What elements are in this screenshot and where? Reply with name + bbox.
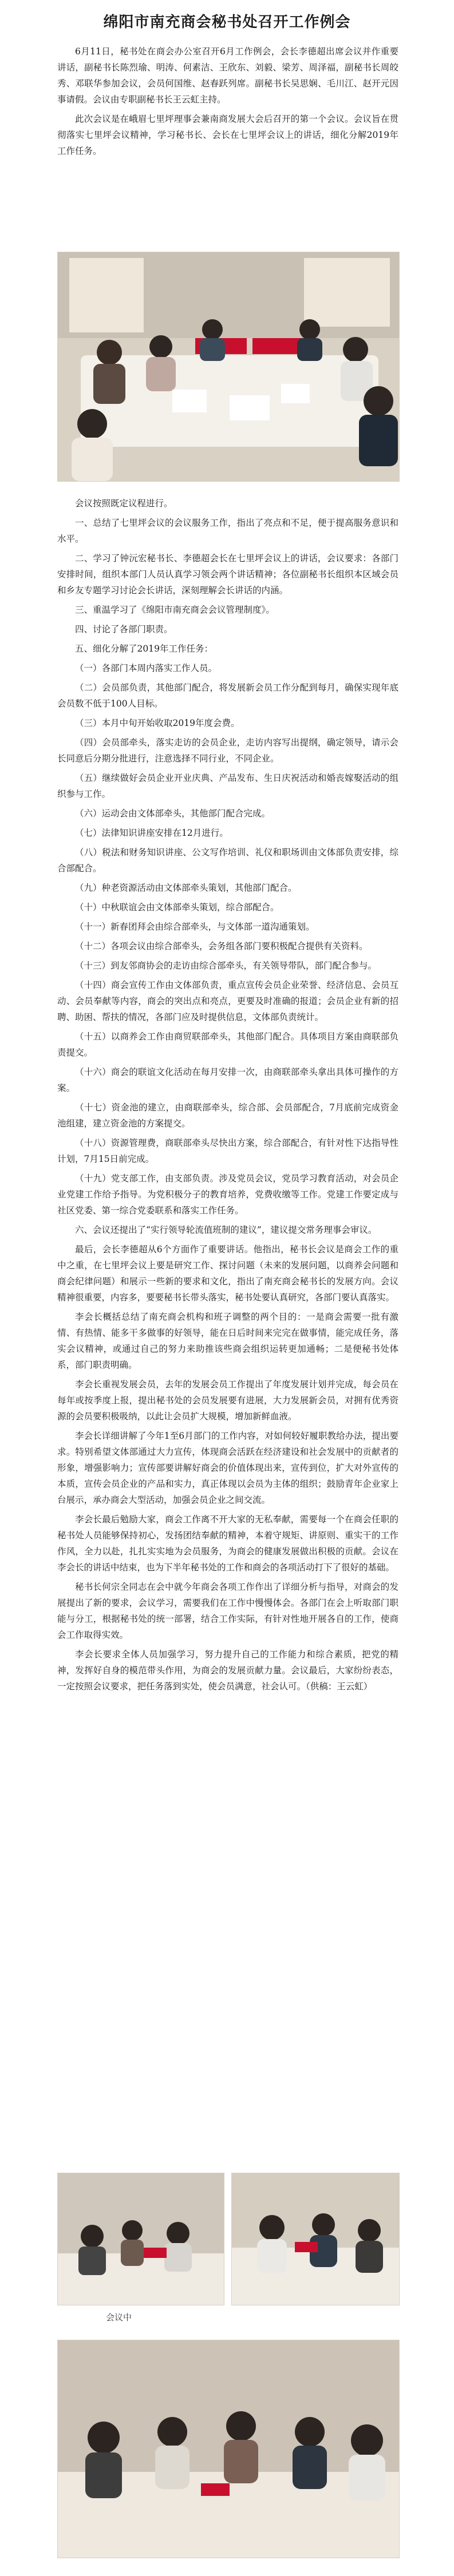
meeting-photo-main: [57, 252, 400, 482]
task-item: （十九）党支部工作，由支部负责。涉及党员会议，党员学习教育活动，对会员企业党建工作给予指导。为党积极分子的教育培养，党费收缴等工作。党建工作要定成与社区党委、第一综合党委联系和落实工作任务。: [57, 1173, 398, 1216]
closing-paragraph: 李会长概括总结了南充商会机构和班子调整的两个目的：一是商会需要一批有激情、有热情、能多干多做事的好领导，能在日后时间来完完在做事情，能完成任务，落实会议精神，或通过自己的努力来助推该些商会组织运转更加通畅；二是便秘书处体系，部门职责明确。: [57, 1312, 398, 1370]
closing-paragraph: 李会长要求全体人员加强学习，努力提升自己的工作能力和综合素质，把党的精神，发挥好自身的模范带头作用，为商会的发展贡献力量。会议最后，大家纷纷表态，一定按照会议要求，把任务落到实处，使会员满意，社会认可。（供稿：王云虹）: [57, 1649, 398, 1692]
article-title: 绵阳市南充商会秘书处召开工作例会: [103, 14, 351, 31]
closing-paragraph: 李会长最后勉励大家，商会工作离不开大家的无私奉献，需要每一个在商会任职的秘书处人员能够保持初心，发扬团结奉献的精神，本着守规矩、讲原则、重实干的工作作风，全力以赴，扎扎实实地为会员服务，为商会的健康发展做出积极的贡献。会议在李会长的讲话中结束，也为下半年秘书处的工作和商会的各项活动打下了很好的基础。: [57, 1514, 398, 1573]
task-item: （九）种老资源活动由文体部牵头策划，其他部门配合。: [75, 883, 297, 893]
closing-paragraph: 李会长重视发展会员，去年的发展会员工作提出了年度发展计划并完成，每会员在每年或按季度上报，提出秘书处的会员发展要有进展，大力发展新会员，对拥有优秀资源的会员要积极吸纳，以此让会员扩大规模，增加新鲜血液。: [57, 1379, 398, 1422]
photo-caption: 会议中: [106, 2312, 132, 2323]
task-item: （八）税法和财务知识讲座、公文写作培训、礼仪和职场训由文体部负责安排，综合部配合。: [57, 847, 398, 874]
meeting-photo-left: [57, 2173, 224, 2305]
intro-paragraph: 6月11日，秘书处在商会办公室召开6月工作例会，会长李德超出席会议并作重要讲话，副秘书长陈烈瑜、明涛、何素洁、王欣东、刘毅、梁芳、周泽福，副秘书长周皎秀、邓联华参加会议，会员何国维、赵春跃列席。副秘书长吴思娴、毛川江、赵开元因事请假。会议由专职副秘书长王云虹主持。: [57, 46, 398, 105]
task-item: （四）会员部牵头，落实走访的会员企业，走访内容写出提纲，确定领导，请示会长同意后分期分批进行，注意选择不同行业，不同企业。: [57, 737, 398, 764]
agenda-item: 一、总结了七里坪会议的会议服务工作，指出了亮点和不足，便于提高服务意识和水平。: [57, 518, 398, 544]
closing-paragraph: 最后，会长李德超从6个方面作了重要讲话。他指出，秘书长会议是商会工作的重中之重，在七里坪会议上要是研究工作、探讨问题（未来的发展问题，以商养会问题和商会纪律问题）和展示一些新的要求和文化，指出了南充商会秘书长的发展方向。会议精神很重要，内容多，要要秘书长带头落实，秘书处要认真研究，各部门要认真落实。: [57, 1244, 398, 1303]
task-item: （十七）资金池的建立，由商联部牵头，综合部、会员部配合，7月底前完成资金池组建，建立资金池的方案提交。: [57, 1102, 398, 1129]
task-item: （五）继续做好会员企业开业庆典、产品发布、生日庆祝活动和婚丧嫁娶活动的组织参与工作。: [57, 773, 398, 799]
agenda-item: 五、细化分解了2019年工作任务：: [75, 644, 213, 654]
intro-paragraph: 此次会议是在峨眉七里坪理事会兼南商发展大会后召开的第一个会议。会议旨在贯彻落实七里坪会议精神，学习秘书长、会长在七里坪会议上的讲话，细化分解2019年工作任务。: [57, 114, 398, 156]
task-item: （十）中秋联谊会由文体部牵头策划，综合部配合。: [75, 902, 279, 912]
agenda-intro: 会议按照既定议程进行。: [75, 498, 173, 509]
task-item: （十三）到友邻商协会的走访由综合部牵头，有关领导带队，部门配合参与。: [75, 960, 377, 971]
task-item: （十五）以商养会工作由商贸联部牵头，其他部门配合。具体项目方案由商联部负责提交。: [57, 1031, 398, 1058]
agenda-item: 二、学习了钟沅宏秘书长、李德超会长在七里坪会议上的讲话，会议要求：各部门安排时间，组织本部门人员认真学习领会两个讲话精神；各位副秘书长组织本区域会员和乡友专题学习讨论会长讲话，深刻理解会长讲话的内涵。: [57, 553, 398, 596]
task-item: （六）运动会由文体部牵头，其他部门配合完成。: [75, 808, 271, 819]
task-item: （二）会员部负责，其他部门配合，将发展新会员工作分配到每月，确保实现年底会员数不低于100人目标。: [57, 682, 398, 709]
task-item: （十一）新春团拜会由综合部牵头，与文体部一道沟通策划。: [75, 922, 315, 932]
agenda-item: 四、讨论了各部门职责。: [75, 624, 173, 634]
task-item: （三）本月中旬开始收取2019年度会费。: [75, 718, 240, 728]
task-item: （十四）商会宣传工作由文体部负责，重点宣传会员企业荣誉、经济信息、会员互动、会员奉献等内容，商会的突出点和亮点，更要及时准确的报道；会员企业有新的招聘、助困、帮扶的情况，各部门应及时提供信息，文体部负责统计。: [57, 980, 398, 1022]
task-item: 六、会议还提出了“实行领导轮流值班制的建议”，建议提交常务理事会审议。: [75, 1225, 377, 1235]
closing-paragraph: 秘书长何宗全同志在会中就今年商会各项工作作出了详细分析与指导，对商会的发展提出了新的要求，会议学习，需要我们在工作中慢慢体会。各部门在会上听取部门职能与分工，根据秘书处的统一部署，结合工作实际，有针对性地开展各自的工作，使商会工作取得实效。: [57, 1582, 398, 1640]
task-item: （七）法律知识讲座安排在12月进行。: [75, 828, 228, 838]
meeting-photo-right: [231, 2173, 400, 2305]
task-item: （十六）商会的联谊文化活动在每月安排一次，由商联部牵头拿出具体可操作的方案。: [57, 1067, 398, 1093]
task-item: （十二）各项会议由综合部牵头，会务组各部门要积极配合提供有关资料。: [75, 941, 368, 951]
intro-section: [57, 43, 398, 162]
task-item: （十八）资源管理费，商联部牵头尽快出方案，综合部配合，有针对性下达指导性计划，7月15日前完成。: [57, 1138, 398, 1164]
task-item: （一）各部门本周内落实工作人员。: [75, 663, 218, 673]
meeting-photo-bottom: [57, 2340, 400, 2558]
closing-paragraph: 李会长详细讲解了今年1至6月部门的工作内容，对如何较好履职教给办法，提出要求。特别希望文体部通过大力宣传，体现商会活跃在经济建设和社会发展中的贡献者的形象，增强影响力；宣传部要讲解好商会的价值体现出来，宣传到位，扩大对外宣传的本质，宣传会员企业的产品和实力，真正体现以会员为主体的组织；鼓励青年企业家上台展示，承办商会大型活动，加强会员企业之间交流。: [57, 1431, 398, 1505]
agenda-section: [57, 495, 398, 1698]
agenda-item: 三、重温学习了《绵阳市南充商会会议管理制度》。: [75, 605, 275, 615]
